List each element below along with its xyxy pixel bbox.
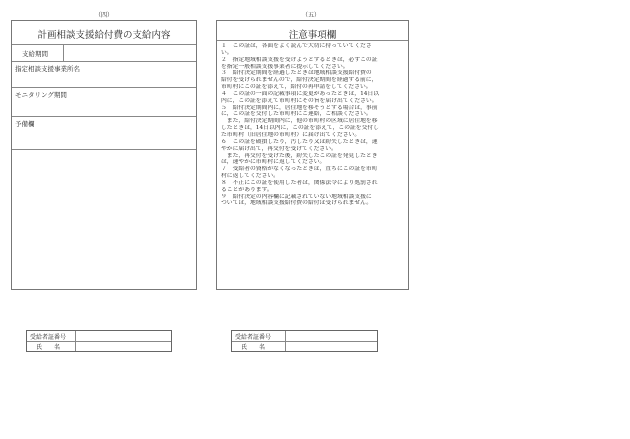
note-line: を指定一般相談支援事業者に提示してください。 — [221, 63, 349, 70]
note-line: １ この証は，各面をよく読んで大切に持っていてくださ — [221, 43, 372, 49]
divider — [217, 40, 408, 41]
note-line: ８ 不正にこの証を使用した者は，関係法令により処罰され — [221, 179, 378, 186]
note-line: ９ 給付決定の内容欄に記載されていない地域相談支援に — [221, 193, 372, 200]
divider — [12, 149, 196, 150]
note-line: 給付を受けられませんので，給付決定期間を経過する前に， — [221, 77, 378, 84]
divider — [12, 87, 196, 88]
divider — [63, 44, 64, 61]
payment-period-label: 支給期間 — [22, 50, 48, 58]
recipient-info-table — [231, 330, 378, 352]
page-number-four: （四） — [94, 12, 113, 19]
note-line: したときは，14日以内に，この証を添えて，この証を交付し — [221, 125, 379, 132]
note-line: また，再交付を受けた後，紛失したこの証を発見したとき — [221, 152, 378, 159]
panel-title: 計画相談支援給付費の支給内容 — [37, 30, 171, 41]
notes-text — [221, 43, 404, 207]
note-line: ５ 給付決定期間内に，居住地を移そうとする場合は，事前 — [221, 104, 378, 111]
recipient-name-label: 氏 名 — [241, 344, 266, 351]
page-number-five: （五） — [301, 12, 320, 19]
notes-panel — [216, 20, 409, 290]
divider — [12, 61, 196, 62]
recipient-name-label: 氏 名 — [36, 344, 61, 351]
monitoring-period-label: モニタリング期間 — [15, 91, 67, 99]
note-line: は，速やかに市町村に返してください。 — [221, 159, 326, 166]
note-line: やかに届け出て，再交付を受けてください。 — [221, 145, 337, 152]
note-line: た市町村（旧居住地の市町村）に届け出てください。 — [221, 131, 361, 138]
note-line: ４ この証の一面の記載事項に変更があったときは，14日以 — [221, 90, 380, 97]
note-line: ることがあります。 — [221, 186, 273, 193]
note-line: ６ この証を破損したり，汚したり又は紛失したときは，速 — [221, 138, 378, 145]
note-line: ２ 指定地域相談支援を受けようとするときは，必ずこの証 — [221, 56, 378, 63]
note-line: ３ 給付決定期間を経過したときは地域相談支援給付費の — [221, 70, 372, 77]
note-line: ７ 受給者の資格がなくなったときは，直ちにこの証を市町 — [221, 166, 378, 173]
consultation-office-label: 指定相談支援事業所名 — [15, 65, 80, 73]
divider — [12, 116, 196, 117]
reserve-field-label: 予備欄 — [15, 120, 35, 128]
note-line: 内に，この証を添えて市町村にその旨を届け出てください。 — [221, 97, 378, 104]
recipient-number-label: 受給者証番号 — [30, 334, 67, 341]
note-line: に，この証を交付した市町村にご連絡，ご相談ください。 — [221, 111, 372, 118]
note-line: い。 — [221, 49, 233, 56]
divider — [12, 44, 196, 45]
note-line: ついては，地域相談支援給付費の給付は受けられません。 — [221, 200, 373, 207]
panel-title: 注意事項欄 — [288, 30, 337, 41]
divider — [285, 331, 286, 351]
recipient-number-label: 受給者証番号 — [235, 334, 272, 341]
note-line: 村に返してください。 — [221, 173, 279, 180]
note-line: 市町村にこの証を添えて，給付の再申請をしてください。 — [221, 84, 372, 91]
recipient-info-table — [26, 330, 172, 352]
benefit-content-panel — [11, 20, 197, 290]
divider — [75, 331, 76, 351]
note-line: また，給付決定期間内に，他の市町村の区域に居住地を移 — [221, 118, 378, 125]
